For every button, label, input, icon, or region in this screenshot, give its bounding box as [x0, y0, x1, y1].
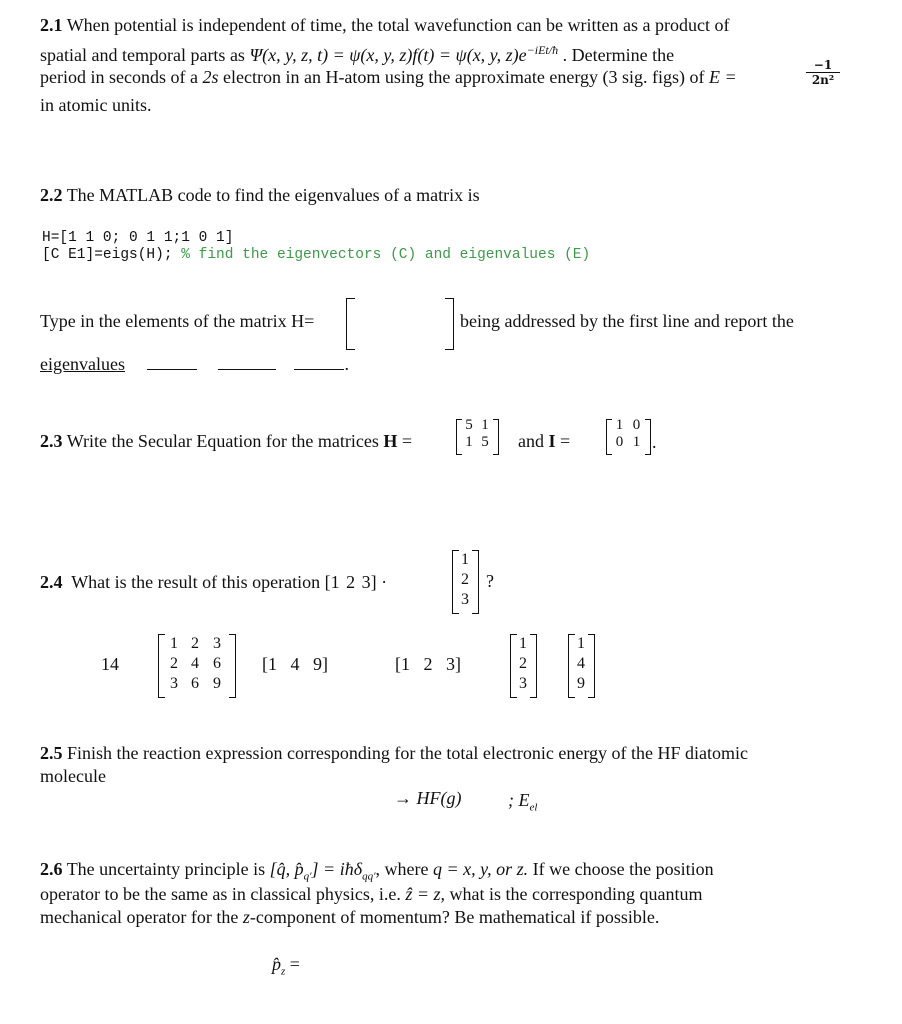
and-text: and [518, 431, 544, 451]
option-matrix-cell: 1 [170, 635, 178, 652]
q23-and [518, 430, 570, 452]
energy-fraction [806, 58, 840, 87]
option-col-149[interactable] [574, 634, 588, 694]
h-symbol: H [383, 431, 398, 451]
matrix-right-bracket [445, 298, 454, 350]
col-vector-cell: 2 [461, 571, 469, 588]
option-matrix-cell: 6 [191, 675, 199, 692]
option-col-123-right-bracket [530, 634, 537, 698]
q21-line3-a: period in seconds of a [40, 67, 203, 87]
q21-line3-b: electron in an H-atom using the approximate energy (3 sig. figs) of [218, 67, 710, 87]
q24-number: 2.4 [40, 572, 63, 592]
delta-sub: qq′ [362, 870, 376, 883]
q26-line1-a: The uncertainty principle is [66, 859, 266, 879]
option-col-149-right-bracket [588, 634, 595, 698]
commutator: [q̂, p̂ [269, 859, 304, 879]
col-vector [458, 550, 472, 610]
commutator-sub: q′ [303, 870, 312, 883]
energy-symbol: E = [709, 67, 737, 87]
q21-line1-text: When potential is independent of time, the total wavefunction can be written as a product of [66, 15, 730, 35]
momentum-answer-field[interactable] [326, 948, 626, 978]
code-statement: [C E1]=eigs(H); [42, 247, 182, 263]
i-matrix-cell: 0 [615, 434, 624, 450]
q25-number: 2.5 [40, 743, 63, 763]
energy-label: ; E [508, 790, 530, 810]
q21-line3 [40, 66, 737, 88]
q25-line2: molecule [40, 766, 106, 786]
q24-text: What is the result of this operation [71, 572, 321, 592]
col-vector-cell: 1 [461, 551, 469, 568]
momentum-answer-label [272, 954, 300, 978]
option-matrix-right-bracket [229, 634, 236, 698]
q26-line3-b: -component of momentum? Be mathematical if possible. [249, 907, 660, 927]
option-col-cell: 9 [577, 675, 585, 692]
q26-z: z [242, 907, 250, 927]
frac-numerator: −1 [806, 58, 840, 73]
z-operator-eq: ẑ = z, [405, 884, 446, 904]
option-matrix-cell: 3 [170, 675, 178, 692]
q22-number: 2.2 [40, 185, 63, 205]
eigenvalues-label: eigenvalues [40, 354, 125, 374]
q23-end: . [652, 432, 657, 452]
h-matrix-cell: 5 [465, 417, 473, 433]
q26-line1-d: If we choose the position [532, 859, 714, 879]
q21-2s: 2s [202, 67, 219, 87]
option-matrix-cell: 2 [170, 655, 178, 672]
option-col-cell: 4 [577, 655, 585, 672]
q26-line1-b: , where [375, 859, 429, 879]
q21-number: 2.1 [40, 15, 63, 35]
q22-prompt-b: being addressed by the first line and report the [460, 311, 794, 331]
q21-line2-text: spatial and temporal parts as [40, 45, 245, 65]
electronic-energy [508, 790, 537, 814]
option-col-cell: 1 [577, 635, 585, 652]
q26-line3 [40, 906, 659, 928]
code-comment: % find the eigenvectors (C) and eigenvalues (E) [181, 247, 591, 263]
h-matrix [461, 417, 493, 451]
i-matrix-cell: 0 [632, 417, 641, 433]
commutator-end: ] = iħδ [311, 859, 363, 879]
h-matrix-right-bracket [493, 419, 499, 455]
i-symbol: I [548, 431, 556, 451]
q21-line2-end: . Determine the [562, 45, 675, 65]
energy-subscript: el [529, 801, 538, 814]
q23-number: 2.3 [40, 431, 63, 451]
q22-intro-text: The MATLAB code to find the eigenvalues of a matrix is [66, 185, 480, 205]
option-row-123[interactable]: [1 2 3] [395, 654, 461, 674]
q22-intro [40, 184, 480, 206]
option-matrix-cell: 2 [191, 635, 199, 652]
col-vector-cell: 3 [461, 591, 469, 608]
option-matrix-cell: 9 [213, 675, 221, 692]
i-matrix-right-bracket [645, 419, 651, 455]
code-line-2 [42, 246, 590, 264]
q25-line1 [40, 742, 748, 764]
eigenvalue-blank-1[interactable] [147, 354, 197, 370]
q26-line2-a: operator to be the same as in classical physics, i.e. [40, 884, 401, 904]
q21-line4: in atomic units. [40, 95, 152, 115]
q26-line2-b: what is the corresponding quantum [449, 884, 703, 904]
option-matrix-cell: 4 [191, 655, 199, 672]
h-equals: = [401, 431, 413, 451]
wavefunction-equation: Ψ(x, y, z, t) = ψ(x, y, z)f(t) = ψ(x, y, z)e [249, 45, 527, 65]
p-equals: = [289, 954, 300, 974]
matrix-h-entry-area[interactable] [358, 300, 450, 346]
q23-text: Write the Secular Equation for the matrices [66, 431, 379, 451]
q21-line2 [40, 39, 674, 66]
eigenvalue-blank-3[interactable] [294, 354, 344, 370]
q24-line [40, 571, 387, 593]
q25-line1-text: Finish the reaction expression corresponding for the total electronic energy of the HF diatomic [67, 743, 748, 763]
exponent: −iEt/ħ [526, 43, 559, 57]
option-outer-product-matrix[interactable] [164, 634, 228, 694]
q26-number: 2.6 [40, 859, 63, 879]
eigenvalue-blank-2[interactable] [218, 354, 276, 370]
dot-operator: · [381, 572, 388, 592]
option-col-cell: 1 [519, 635, 527, 652]
frac-denominator: 2n² [811, 73, 835, 87]
option-col-123[interactable] [516, 634, 530, 694]
q26-line3-a: mechanical operator for the [40, 907, 243, 927]
p-hat: p̂ [272, 954, 281, 974]
reaction-product: → HF(g) [394, 788, 462, 808]
p-sub: z [281, 965, 286, 978]
option-matrix-cell: 3 [213, 635, 221, 652]
option-row-149[interactable]: [1 4 9] [262, 654, 328, 674]
i-equals: = [560, 431, 571, 451]
q21-line1 [40, 14, 729, 36]
q22-prompt-a: Type in the elements of the matrix H= [40, 311, 315, 331]
i-matrix-cell: 1 [615, 417, 624, 433]
q26-line2 [40, 883, 703, 905]
q24-question-mark: ? [486, 571, 494, 591]
i-matrix [611, 417, 645, 451]
row-vector: [1 2 3] [324, 572, 377, 592]
eigen-end: . [344, 354, 349, 374]
q23-line [40, 430, 412, 452]
option-col-cell: 3 [519, 675, 527, 692]
h-matrix-cell: 1 [465, 434, 473, 450]
q22-eigen-line [40, 353, 349, 375]
i-matrix-cell: 1 [632, 434, 641, 450]
matrix-left-bracket [346, 298, 355, 350]
col-vector-right-bracket [472, 550, 479, 614]
q26-line1-c: q = x, y, or z. [432, 859, 529, 879]
option-matrix-cell: 6 [213, 655, 221, 672]
h-matrix-cell: 1 [481, 417, 489, 433]
h-matrix-cell: 5 [481, 434, 489, 450]
option-14[interactable]: 14 [101, 654, 119, 674]
option-col-cell: 2 [519, 655, 527, 672]
code-line-1: H=[1 1 0; 0 1 1;1 0 1] [42, 230, 234, 246]
